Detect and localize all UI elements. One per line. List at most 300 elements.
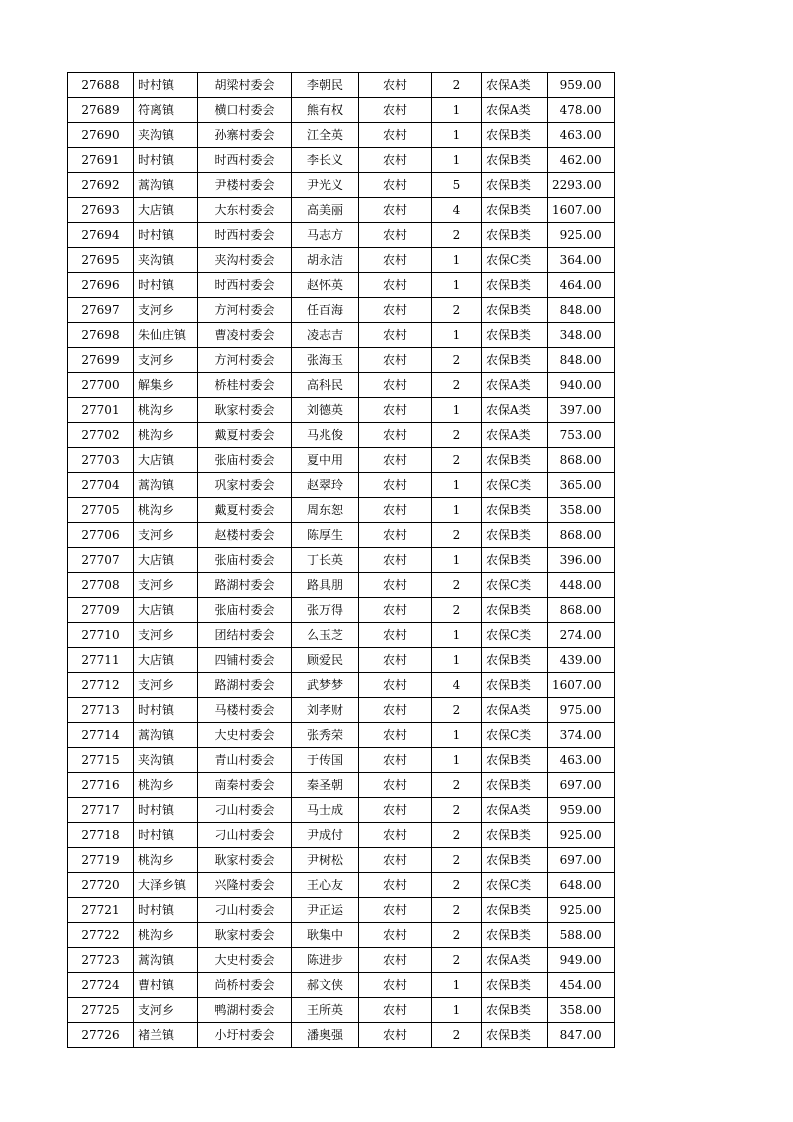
amount-cell: 847.00 bbox=[548, 1023, 615, 1048]
township-cell: 时村镇 bbox=[134, 898, 198, 923]
record-id-cell: 27689 bbox=[68, 98, 134, 123]
township-cell: 桃沟乡 bbox=[134, 423, 198, 448]
township-cell: 时村镇 bbox=[134, 273, 198, 298]
household-count-cell: 1 bbox=[432, 123, 482, 148]
table-row bbox=[68, 848, 615, 873]
household-count-cell: 2 bbox=[432, 348, 482, 373]
amount-cell: 396.00 bbox=[548, 548, 615, 573]
township-cell: 时村镇 bbox=[134, 798, 198, 823]
table-row bbox=[68, 948, 615, 973]
table-row bbox=[68, 198, 615, 223]
township-cell: 时村镇 bbox=[134, 73, 198, 98]
household-count-cell: 1 bbox=[432, 498, 482, 523]
record-id-cell: 27691 bbox=[68, 148, 134, 173]
township-cell: 桃沟乡 bbox=[134, 498, 198, 523]
amount-cell: 358.00 bbox=[548, 998, 615, 1023]
table-row bbox=[68, 823, 615, 848]
village-committee-cell: 时西村委会 bbox=[198, 148, 292, 173]
table-row bbox=[68, 523, 615, 548]
residence-type-cell: 农村 bbox=[359, 248, 432, 273]
table-row bbox=[68, 723, 615, 748]
table-row bbox=[68, 348, 615, 373]
amount-cell: 949.00 bbox=[548, 948, 615, 973]
village-committee-cell: 横口村委会 bbox=[198, 98, 292, 123]
insurance-category-cell: 农保B类 bbox=[482, 898, 548, 923]
recipient-name-cell: 路具朋 bbox=[292, 573, 359, 598]
amount-cell: 868.00 bbox=[548, 523, 615, 548]
amount-cell: 478.00 bbox=[548, 98, 615, 123]
household-count-cell: 1 bbox=[432, 623, 482, 648]
residence-type-cell: 农村 bbox=[359, 223, 432, 248]
amount-cell: 753.00 bbox=[548, 423, 615, 448]
relief-roster-table bbox=[67, 72, 615, 1048]
record-id-cell: 27724 bbox=[68, 973, 134, 998]
residence-type-cell: 农村 bbox=[359, 748, 432, 773]
amount-cell: 975.00 bbox=[548, 698, 615, 723]
residence-type-cell: 农村 bbox=[359, 598, 432, 623]
insurance-category-cell: 农保B类 bbox=[482, 348, 548, 373]
residence-type-cell: 农村 bbox=[359, 323, 432, 348]
village-committee-cell: 张庙村委会 bbox=[198, 448, 292, 473]
residence-type-cell: 农村 bbox=[359, 523, 432, 548]
table-row bbox=[68, 998, 615, 1023]
township-cell: 朱仙庄镇 bbox=[134, 323, 198, 348]
residence-type-cell: 农村 bbox=[359, 998, 432, 1023]
village-committee-cell: 大史村委会 bbox=[198, 723, 292, 748]
table-row bbox=[68, 123, 615, 148]
insurance-category-cell: 农保B类 bbox=[482, 548, 548, 573]
village-committee-cell: 路湖村委会 bbox=[198, 673, 292, 698]
township-cell: 大店镇 bbox=[134, 648, 198, 673]
record-id-cell: 27701 bbox=[68, 398, 134, 423]
village-committee-cell: 尚桥村委会 bbox=[198, 973, 292, 998]
household-count-cell: 2 bbox=[432, 423, 482, 448]
record-id-cell: 27713 bbox=[68, 698, 134, 723]
amount-cell: 848.00 bbox=[548, 348, 615, 373]
insurance-category-cell: 农保B类 bbox=[482, 748, 548, 773]
village-committee-cell: 路湖村委会 bbox=[198, 573, 292, 598]
recipient-name-cell: 熊有权 bbox=[292, 98, 359, 123]
township-cell: 夹沟镇 bbox=[134, 123, 198, 148]
recipient-name-cell: 丁长英 bbox=[292, 548, 359, 573]
table-row bbox=[68, 973, 615, 998]
village-committee-cell: 兴隆村委会 bbox=[198, 873, 292, 898]
record-id-cell: 27690 bbox=[68, 123, 134, 148]
table-row bbox=[68, 548, 615, 573]
table-row bbox=[68, 73, 615, 98]
recipient-name-cell: 武梦梦 bbox=[292, 673, 359, 698]
record-id-cell: 27718 bbox=[68, 823, 134, 848]
amount-cell: 454.00 bbox=[548, 973, 615, 998]
residence-type-cell: 农村 bbox=[359, 298, 432, 323]
record-id-cell: 27709 bbox=[68, 598, 134, 623]
amount-cell: 364.00 bbox=[548, 248, 615, 273]
table-row bbox=[68, 923, 615, 948]
record-id-cell: 27704 bbox=[68, 473, 134, 498]
insurance-category-cell: 农保B类 bbox=[482, 148, 548, 173]
township-cell: 桃沟乡 bbox=[134, 923, 198, 948]
household-count-cell: 1 bbox=[432, 98, 482, 123]
household-count-cell: 2 bbox=[432, 823, 482, 848]
township-cell: 支河乡 bbox=[134, 348, 198, 373]
record-id-cell: 27719 bbox=[68, 848, 134, 873]
insurance-category-cell: 农保B类 bbox=[482, 273, 548, 298]
township-cell: 解集乡 bbox=[134, 373, 198, 398]
recipient-name-cell: 张海玉 bbox=[292, 348, 359, 373]
amount-cell: 463.00 bbox=[548, 123, 615, 148]
insurance-category-cell: 农保B类 bbox=[482, 123, 548, 148]
township-cell: 桃沟乡 bbox=[134, 848, 198, 873]
amount-cell: 925.00 bbox=[548, 898, 615, 923]
recipient-name-cell: 马志方 bbox=[292, 223, 359, 248]
village-committee-cell: 曹凌村委会 bbox=[198, 323, 292, 348]
township-cell: 蒿沟镇 bbox=[134, 723, 198, 748]
residence-type-cell: 农村 bbox=[359, 198, 432, 223]
record-id-cell: 27688 bbox=[68, 73, 134, 98]
village-committee-cell: 尹楼村委会 bbox=[198, 173, 292, 198]
township-cell: 大泽乡镇 bbox=[134, 873, 198, 898]
recipient-name-cell: 刘德英 bbox=[292, 398, 359, 423]
table-row bbox=[68, 248, 615, 273]
recipient-name-cell: 么玉芝 bbox=[292, 623, 359, 648]
insurance-category-cell: 农保A类 bbox=[482, 698, 548, 723]
household-count-cell: 1 bbox=[432, 973, 482, 998]
township-cell: 大店镇 bbox=[134, 548, 198, 573]
insurance-category-cell: 农保B类 bbox=[482, 923, 548, 948]
residence-type-cell: 农村 bbox=[359, 73, 432, 98]
residence-type-cell: 农村 bbox=[359, 873, 432, 898]
residence-type-cell: 农村 bbox=[359, 848, 432, 873]
household-count-cell: 1 bbox=[432, 398, 482, 423]
village-committee-cell: 刁山村委会 bbox=[198, 823, 292, 848]
residence-type-cell: 农村 bbox=[359, 398, 432, 423]
household-count-cell: 2 bbox=[432, 873, 482, 898]
residence-type-cell: 农村 bbox=[359, 373, 432, 398]
record-id-cell: 27716 bbox=[68, 773, 134, 798]
amount-cell: 868.00 bbox=[548, 598, 615, 623]
amount-cell: 868.00 bbox=[548, 448, 615, 473]
residence-type-cell: 农村 bbox=[359, 923, 432, 948]
residence-type-cell: 农村 bbox=[359, 723, 432, 748]
village-committee-cell: 方河村委会 bbox=[198, 348, 292, 373]
record-id-cell: 27702 bbox=[68, 423, 134, 448]
recipient-name-cell: 马士成 bbox=[292, 798, 359, 823]
recipient-name-cell: 马兆俊 bbox=[292, 423, 359, 448]
residence-type-cell: 农村 bbox=[359, 98, 432, 123]
table-row bbox=[68, 573, 615, 598]
residence-type-cell: 农村 bbox=[359, 973, 432, 998]
household-count-cell: 2 bbox=[432, 573, 482, 598]
insurance-category-cell: 农保C类 bbox=[482, 623, 548, 648]
record-id-cell: 27693 bbox=[68, 198, 134, 223]
table-row bbox=[68, 323, 615, 348]
household-count-cell: 1 bbox=[432, 548, 482, 573]
record-id-cell: 27717 bbox=[68, 798, 134, 823]
township-cell: 符离镇 bbox=[134, 98, 198, 123]
residence-type-cell: 农村 bbox=[359, 423, 432, 448]
household-count-cell: 2 bbox=[432, 898, 482, 923]
household-count-cell: 2 bbox=[432, 923, 482, 948]
record-id-cell: 27710 bbox=[68, 623, 134, 648]
amount-cell: 940.00 bbox=[548, 373, 615, 398]
township-cell: 支河乡 bbox=[134, 573, 198, 598]
amount-cell: 2293.00 bbox=[548, 173, 615, 198]
household-count-cell: 1 bbox=[432, 273, 482, 298]
residence-type-cell: 农村 bbox=[359, 548, 432, 573]
insurance-category-cell: 农保B类 bbox=[482, 823, 548, 848]
household-count-cell: 1 bbox=[432, 148, 482, 173]
insurance-category-cell: 农保B类 bbox=[482, 848, 548, 873]
amount-cell: 274.00 bbox=[548, 623, 615, 648]
recipient-name-cell: 赵怀英 bbox=[292, 273, 359, 298]
recipient-name-cell: 秦圣朝 bbox=[292, 773, 359, 798]
recipient-name-cell: 陈进步 bbox=[292, 948, 359, 973]
record-id-cell: 27714 bbox=[68, 723, 134, 748]
recipient-name-cell: 高美丽 bbox=[292, 198, 359, 223]
record-id-cell: 27715 bbox=[68, 748, 134, 773]
record-id-cell: 27723 bbox=[68, 948, 134, 973]
township-cell: 大店镇 bbox=[134, 598, 198, 623]
village-committee-cell: 大东村委会 bbox=[198, 198, 292, 223]
amount-cell: 1607.00 bbox=[548, 198, 615, 223]
township-cell: 桃沟乡 bbox=[134, 773, 198, 798]
record-id-cell: 27707 bbox=[68, 548, 134, 573]
amount-cell: 464.00 bbox=[548, 273, 615, 298]
residence-type-cell: 农村 bbox=[359, 673, 432, 698]
insurance-category-cell: 农保B类 bbox=[482, 648, 548, 673]
record-id-cell: 27697 bbox=[68, 298, 134, 323]
table-row bbox=[68, 1023, 615, 1048]
household-count-cell: 2 bbox=[432, 73, 482, 98]
amount-cell: 648.00 bbox=[548, 873, 615, 898]
recipient-name-cell: 于传国 bbox=[292, 748, 359, 773]
table-row bbox=[68, 98, 615, 123]
household-count-cell: 1 bbox=[432, 648, 482, 673]
recipient-name-cell: 李朝民 bbox=[292, 73, 359, 98]
insurance-category-cell: 农保A类 bbox=[482, 73, 548, 98]
household-count-cell: 2 bbox=[432, 848, 482, 873]
village-committee-cell: 赵楼村委会 bbox=[198, 523, 292, 548]
township-cell: 支河乡 bbox=[134, 623, 198, 648]
village-committee-cell: 大史村委会 bbox=[198, 948, 292, 973]
insurance-category-cell: 农保B类 bbox=[482, 523, 548, 548]
recipient-name-cell: 夏中用 bbox=[292, 448, 359, 473]
household-count-cell: 4 bbox=[432, 673, 482, 698]
amount-cell: 348.00 bbox=[548, 323, 615, 348]
insurance-category-cell: 农保C类 bbox=[482, 473, 548, 498]
residence-type-cell: 农村 bbox=[359, 123, 432, 148]
record-id-cell: 27725 bbox=[68, 998, 134, 1023]
amount-cell: 439.00 bbox=[548, 648, 615, 673]
insurance-category-cell: 农保C类 bbox=[482, 723, 548, 748]
recipient-name-cell: 任百海 bbox=[292, 298, 359, 323]
household-count-cell: 2 bbox=[432, 598, 482, 623]
record-id-cell: 27705 bbox=[68, 498, 134, 523]
insurance-category-cell: 农保A类 bbox=[482, 948, 548, 973]
insurance-category-cell: 农保B类 bbox=[482, 998, 548, 1023]
household-count-cell: 1 bbox=[432, 723, 482, 748]
household-count-cell: 2 bbox=[432, 373, 482, 398]
household-count-cell: 2 bbox=[432, 698, 482, 723]
table-row bbox=[68, 623, 615, 648]
household-count-cell: 4 bbox=[432, 198, 482, 223]
record-id-cell: 27696 bbox=[68, 273, 134, 298]
record-id-cell: 27706 bbox=[68, 523, 134, 548]
table-row bbox=[68, 898, 615, 923]
amount-cell: 959.00 bbox=[548, 73, 615, 98]
record-id-cell: 27699 bbox=[68, 348, 134, 373]
household-count-cell: 2 bbox=[432, 1023, 482, 1048]
insurance-category-cell: 农保B类 bbox=[482, 498, 548, 523]
residence-type-cell: 农村 bbox=[359, 698, 432, 723]
table-row bbox=[68, 648, 615, 673]
village-committee-cell: 耿家村委会 bbox=[198, 398, 292, 423]
recipient-name-cell: 张万得 bbox=[292, 598, 359, 623]
village-committee-cell: 鸭湖村委会 bbox=[198, 998, 292, 1023]
table-row bbox=[68, 748, 615, 773]
residence-type-cell: 农村 bbox=[359, 823, 432, 848]
village-committee-cell: 马楼村委会 bbox=[198, 698, 292, 723]
table-row bbox=[68, 598, 615, 623]
village-committee-cell: 刁山村委会 bbox=[198, 798, 292, 823]
residence-type-cell: 农村 bbox=[359, 648, 432, 673]
record-id-cell: 27712 bbox=[68, 673, 134, 698]
table-row bbox=[68, 298, 615, 323]
township-cell: 时村镇 bbox=[134, 823, 198, 848]
record-id-cell: 27720 bbox=[68, 873, 134, 898]
insurance-category-cell: 农保B类 bbox=[482, 773, 548, 798]
insurance-category-cell: 农保B类 bbox=[482, 973, 548, 998]
table-row bbox=[68, 498, 615, 523]
recipient-name-cell: 刘孝财 bbox=[292, 698, 359, 723]
insurance-category-cell: 农保C类 bbox=[482, 248, 548, 273]
amount-cell: 448.00 bbox=[548, 573, 615, 598]
household-count-cell: 1 bbox=[432, 248, 482, 273]
village-committee-cell: 张庙村委会 bbox=[198, 598, 292, 623]
village-committee-cell: 时西村委会 bbox=[198, 273, 292, 298]
table-row bbox=[68, 273, 615, 298]
record-id-cell: 27721 bbox=[68, 898, 134, 923]
residence-type-cell: 农村 bbox=[359, 948, 432, 973]
amount-cell: 1607.00 bbox=[548, 673, 615, 698]
table-row bbox=[68, 473, 615, 498]
village-committee-cell: 耿家村委会 bbox=[198, 923, 292, 948]
household-count-cell: 2 bbox=[432, 798, 482, 823]
village-committee-cell: 张庙村委会 bbox=[198, 548, 292, 573]
record-id-cell: 27694 bbox=[68, 223, 134, 248]
township-cell: 夹沟镇 bbox=[134, 248, 198, 273]
village-committee-cell: 孙寨村委会 bbox=[198, 123, 292, 148]
village-committee-cell: 时西村委会 bbox=[198, 223, 292, 248]
insurance-category-cell: 农保A类 bbox=[482, 798, 548, 823]
township-cell: 支河乡 bbox=[134, 523, 198, 548]
residence-type-cell: 农村 bbox=[359, 623, 432, 648]
residence-type-cell: 农村 bbox=[359, 273, 432, 298]
record-id-cell: 27698 bbox=[68, 323, 134, 348]
township-cell: 支河乡 bbox=[134, 673, 198, 698]
recipient-name-cell: 顾爱民 bbox=[292, 648, 359, 673]
recipient-name-cell: 尹树松 bbox=[292, 848, 359, 873]
recipient-name-cell: 赵翠玲 bbox=[292, 473, 359, 498]
record-id-cell: 27711 bbox=[68, 648, 134, 673]
insurance-category-cell: 农保B类 bbox=[482, 198, 548, 223]
recipient-name-cell: 潘奥强 bbox=[292, 1023, 359, 1048]
township-cell: 时村镇 bbox=[134, 698, 198, 723]
village-committee-cell: 团结村委会 bbox=[198, 623, 292, 648]
township-cell: 夹沟镇 bbox=[134, 748, 198, 773]
insurance-category-cell: 农保B类 bbox=[482, 223, 548, 248]
village-committee-cell: 夹沟村委会 bbox=[198, 248, 292, 273]
table-row bbox=[68, 148, 615, 173]
insurance-category-cell: 农保B类 bbox=[482, 673, 548, 698]
table-row bbox=[68, 873, 615, 898]
insurance-category-cell: 农保B类 bbox=[482, 1023, 548, 1048]
amount-cell: 374.00 bbox=[548, 723, 615, 748]
household-count-cell: 2 bbox=[432, 948, 482, 973]
insurance-category-cell: 农保B类 bbox=[482, 448, 548, 473]
township-cell: 支河乡 bbox=[134, 998, 198, 1023]
township-cell: 蒿沟镇 bbox=[134, 473, 198, 498]
insurance-category-cell: 农保A类 bbox=[482, 98, 548, 123]
village-committee-cell: 戴夏村委会 bbox=[198, 498, 292, 523]
insurance-category-cell: 农保B类 bbox=[482, 598, 548, 623]
recipient-name-cell: 陈厚生 bbox=[292, 523, 359, 548]
record-id-cell: 27726 bbox=[68, 1023, 134, 1048]
amount-cell: 697.00 bbox=[548, 773, 615, 798]
insurance-category-cell: 农保B类 bbox=[482, 298, 548, 323]
table-row bbox=[68, 223, 615, 248]
household-count-cell: 2 bbox=[432, 448, 482, 473]
recipient-name-cell: 耿集中 bbox=[292, 923, 359, 948]
record-id-cell: 27703 bbox=[68, 448, 134, 473]
household-count-cell: 1 bbox=[432, 323, 482, 348]
township-cell: 曹村镇 bbox=[134, 973, 198, 998]
table-row bbox=[68, 698, 615, 723]
residence-type-cell: 农村 bbox=[359, 773, 432, 798]
household-count-cell: 1 bbox=[432, 748, 482, 773]
table-row bbox=[68, 373, 615, 398]
village-committee-cell: 方河村委会 bbox=[198, 298, 292, 323]
village-committee-cell: 四铺村委会 bbox=[198, 648, 292, 673]
table-row bbox=[68, 798, 615, 823]
household-count-cell: 2 bbox=[432, 523, 482, 548]
residence-type-cell: 农村 bbox=[359, 1023, 432, 1048]
village-committee-cell: 刁山村委会 bbox=[198, 898, 292, 923]
residence-type-cell: 农村 bbox=[359, 498, 432, 523]
recipient-name-cell: 尹成付 bbox=[292, 823, 359, 848]
recipient-name-cell: 李长义 bbox=[292, 148, 359, 173]
insurance-category-cell: 农保B类 bbox=[482, 173, 548, 198]
record-id-cell: 27700 bbox=[68, 373, 134, 398]
recipient-name-cell: 王所英 bbox=[292, 998, 359, 1023]
village-committee-cell: 戴夏村委会 bbox=[198, 423, 292, 448]
amount-cell: 925.00 bbox=[548, 823, 615, 848]
insurance-category-cell: 农保A类 bbox=[482, 373, 548, 398]
village-committee-cell: 耿家村委会 bbox=[198, 848, 292, 873]
township-cell: 时村镇 bbox=[134, 223, 198, 248]
recipient-name-cell: 胡永洁 bbox=[292, 248, 359, 273]
village-committee-cell: 桥桂村委会 bbox=[198, 373, 292, 398]
recipient-name-cell: 高科民 bbox=[292, 373, 359, 398]
table-row bbox=[68, 173, 615, 198]
village-committee-cell: 青山村委会 bbox=[198, 748, 292, 773]
household-count-cell: 2 bbox=[432, 773, 482, 798]
amount-cell: 462.00 bbox=[548, 148, 615, 173]
township-cell: 蒿沟镇 bbox=[134, 948, 198, 973]
table-row bbox=[68, 673, 615, 698]
residence-type-cell: 农村 bbox=[359, 148, 432, 173]
township-cell: 时村镇 bbox=[134, 148, 198, 173]
